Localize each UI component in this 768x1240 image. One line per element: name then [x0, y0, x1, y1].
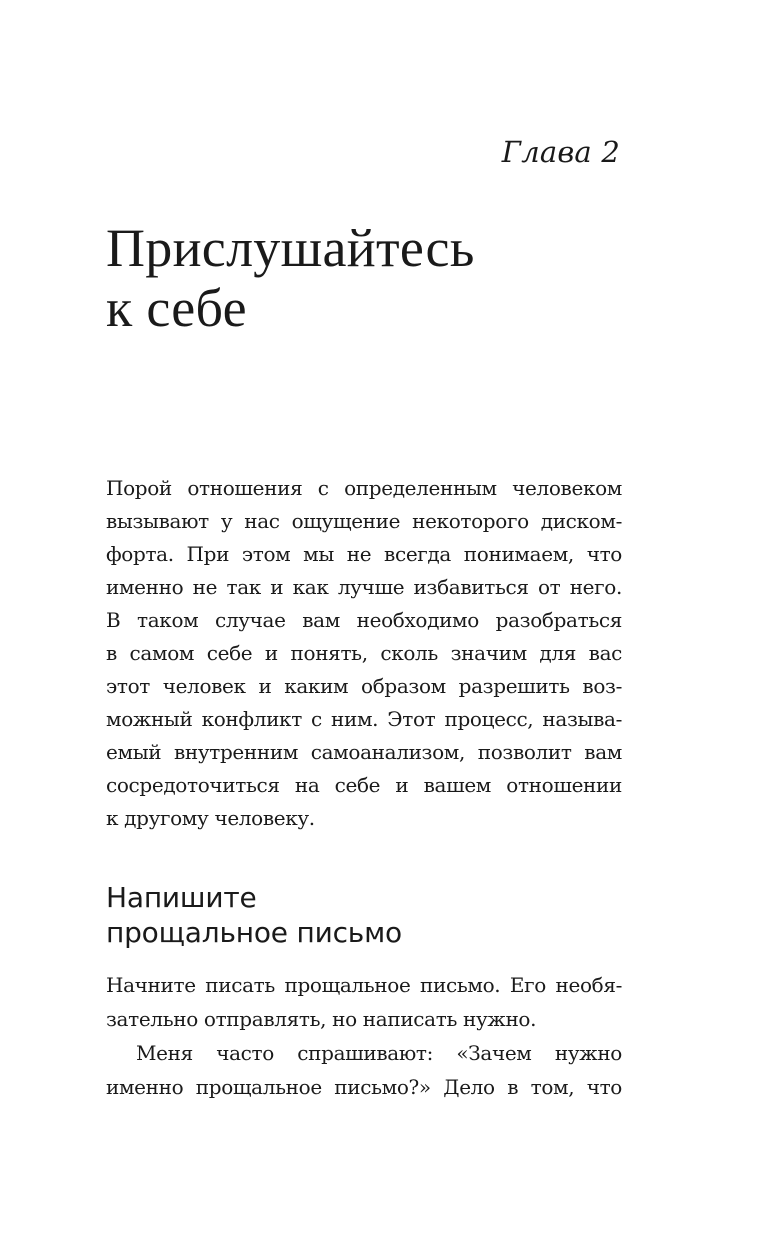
section-heading-line: прощальное письмо [106, 916, 402, 949]
section-heading [106, 880, 402, 950]
chapter-title-line: Прислушайтесь [106, 218, 475, 278]
text-line: емый внутренним самоанализом, позволит вам [106, 740, 622, 764]
text-line: В таком случае вам необходимо разобраться [106, 608, 622, 632]
section-heading-line: Напишите [106, 881, 257, 914]
text-line: Начните писать прощальное письмо. Его необя- [106, 973, 622, 997]
chapter-label: Глава 2 [501, 135, 620, 169]
chapter-title-line: к себе [106, 278, 247, 338]
intro-paragraph [106, 472, 622, 835]
text-line: можный конфликт с ним. Этот процесс, называ- [106, 707, 622, 731]
section-body [106, 968, 622, 1104]
text-line: к другому человеку. [106, 806, 315, 830]
text-line: именно прощальное письмо?» Дело в том, что [106, 1075, 622, 1099]
text-line: Порой отношения с определенным человеком [106, 476, 622, 500]
text-line: форта. При этом мы не всегда понимаем, что [106, 542, 622, 566]
text-line: сосредоточиться на себе и вашем отношении [106, 773, 622, 797]
text-line: Меня часто спрашивают: «Зачем нужно [136, 1041, 622, 1065]
text-line: именно не так и как лучше избавиться от него. [106, 575, 622, 599]
text-line: в самом себе и понять, сколь значим для вас [106, 641, 622, 665]
text-line: вызывают у нас ощущение некоторого диском- [106, 509, 622, 533]
chapter-title [106, 218, 475, 338]
text-line: зательно отправлять, но написать нужно. [106, 1007, 537, 1031]
text-line: этот человек и каким образом разрешить воз- [106, 674, 622, 698]
